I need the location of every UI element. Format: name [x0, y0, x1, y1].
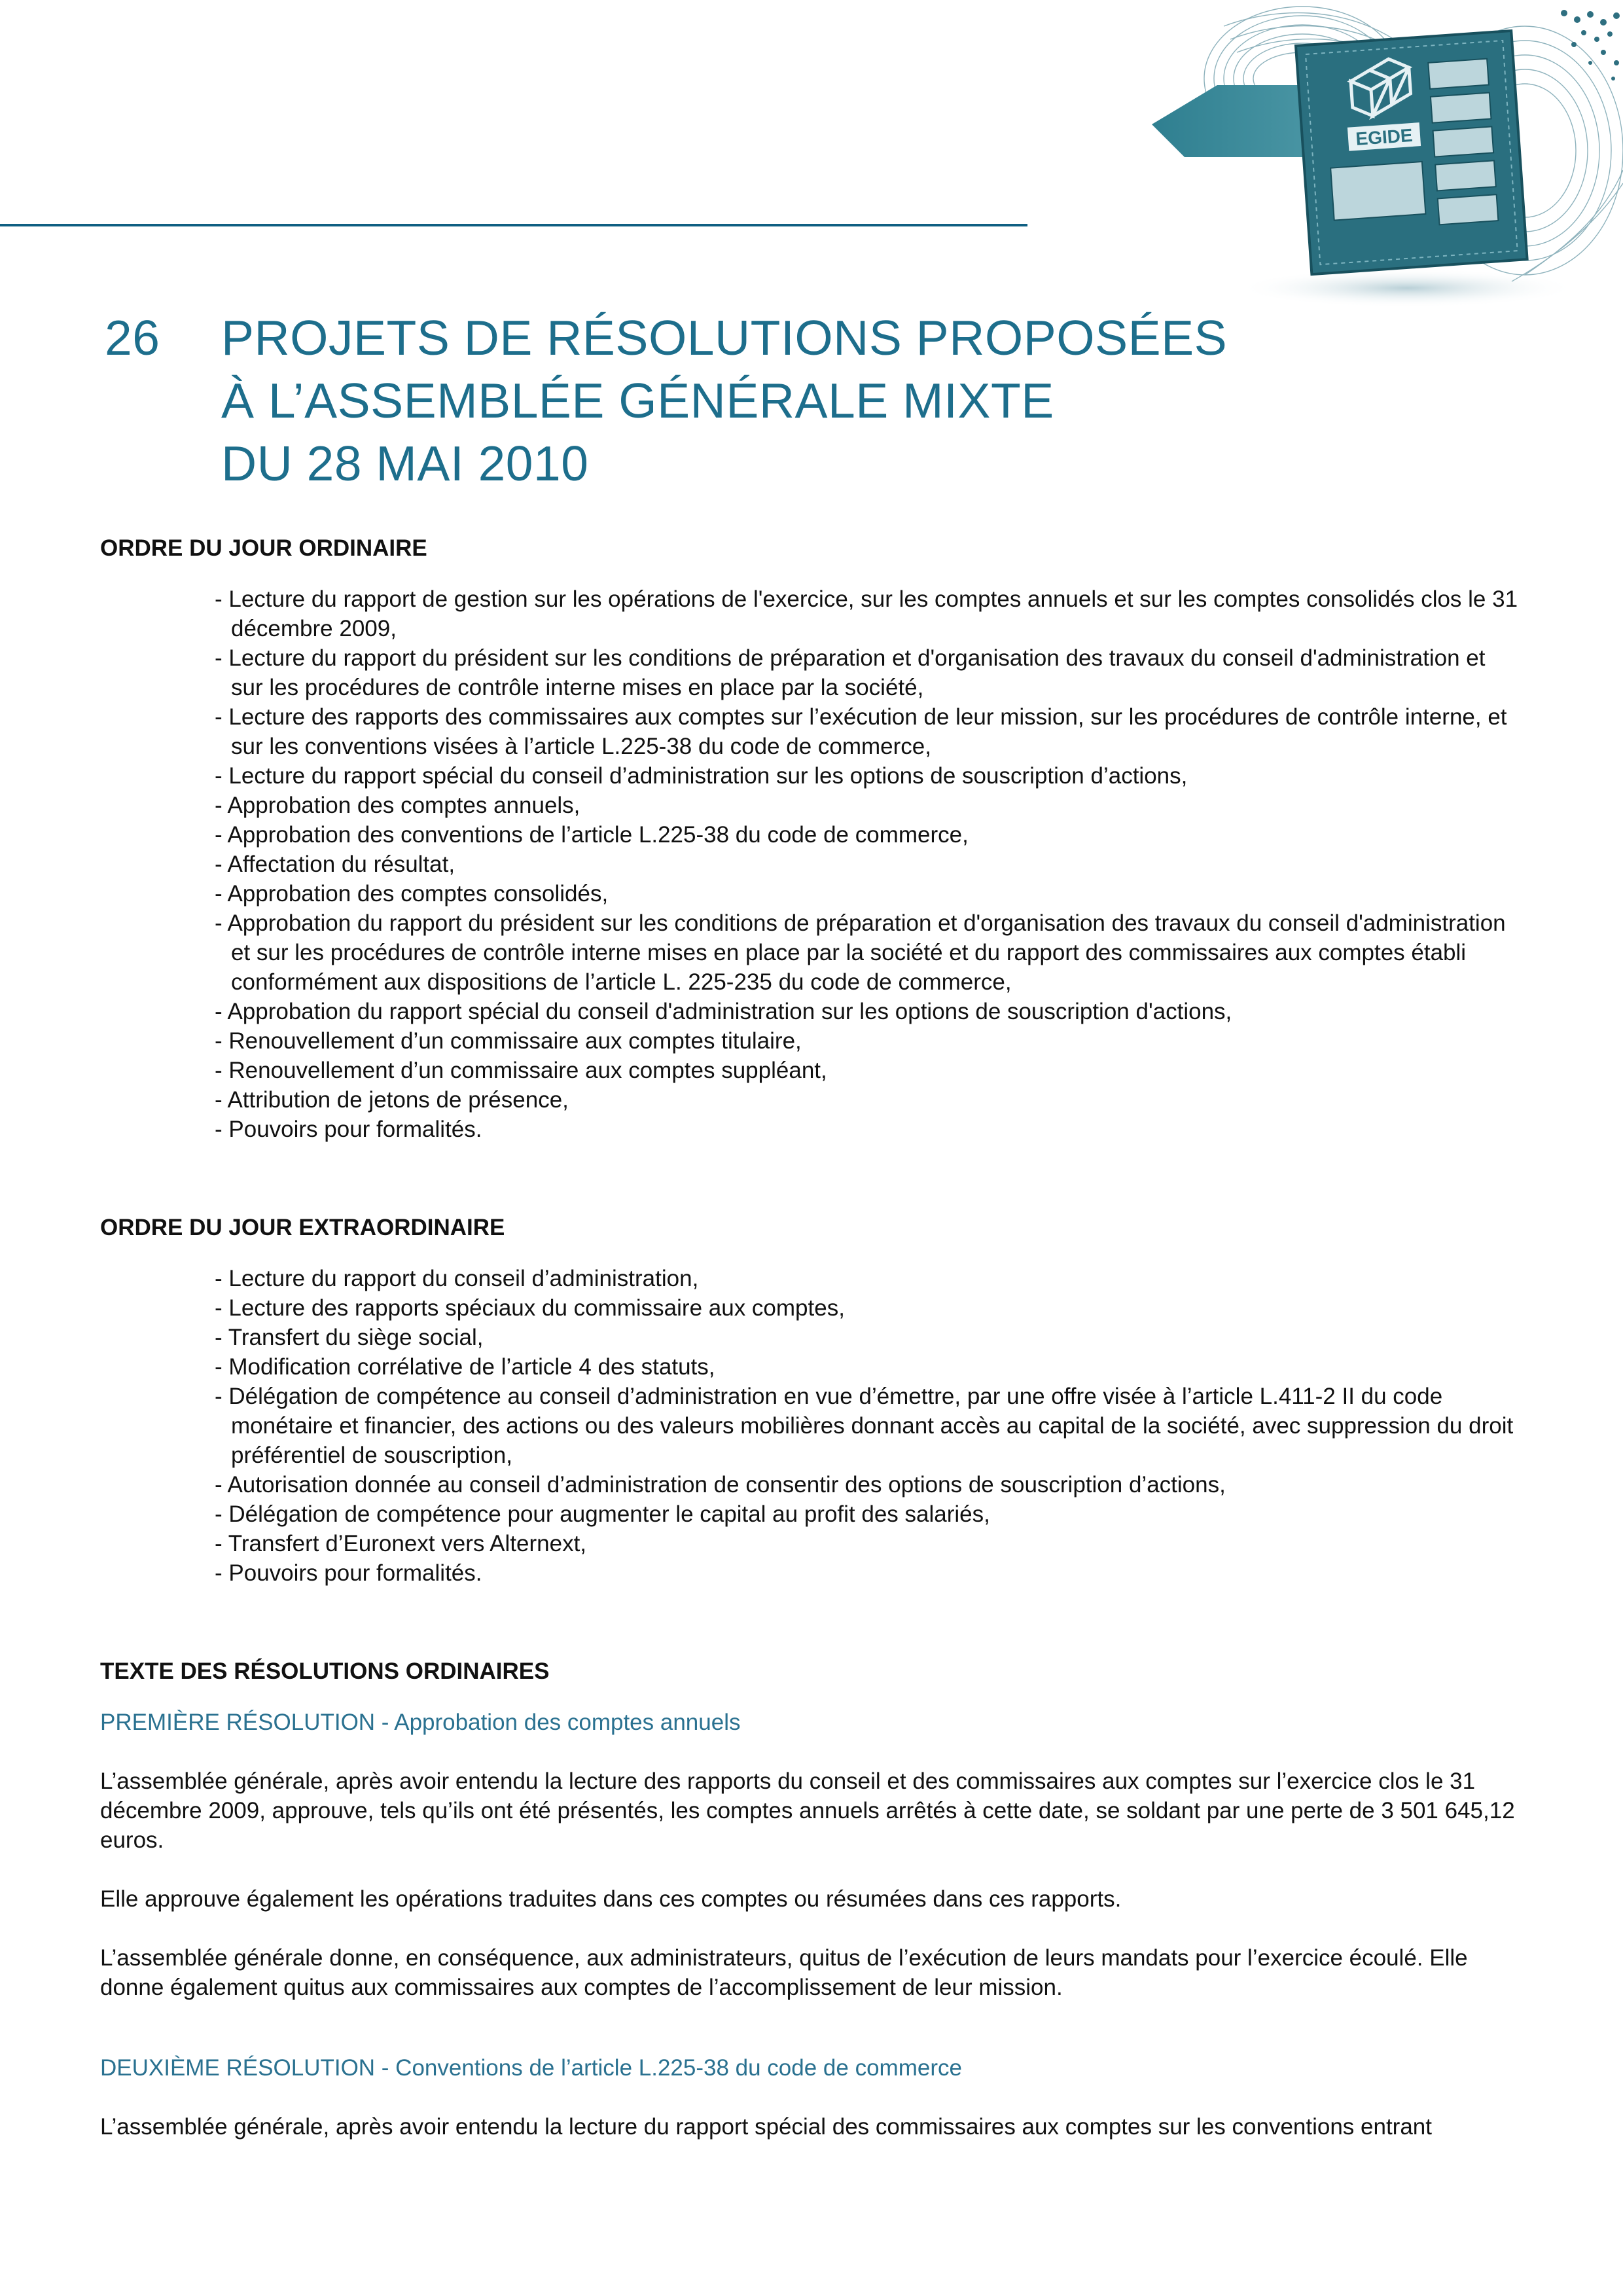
header-rule [0, 224, 1027, 226]
list-item: - Lecture du rapport du conseil d’administration, [215, 1266, 699, 1291]
list-item: - Lecture des rapports spéciaux du commissaire aux comptes, [215, 1295, 845, 1321]
document-body [100, 533, 1520, 2142]
title-line: À L’ASSEMBLÉE GÉNÉRALE MIXTE [221, 373, 1054, 428]
list-item: - Modification corrélative de l’article 4 des statuts, [215, 1354, 715, 1380]
first-resolution-title: PREMIÈRE RÉSOLUTION - Approbation des comptes annuels [100, 1710, 741, 1735]
list-item: - Approbation des comptes annuels, [215, 793, 580, 818]
list-item: - Lecture du rapport du président sur les conditions de préparation et d'organisation des travaux du conseil d'administration et sur les procédures de contrôle interne mises en place par la société, [215, 645, 1486, 700]
list-item: - Affectation du résultat, [215, 852, 455, 877]
list-item: - Lecture du rapport spécial du conseil d’administration sur les options de souscription d’actions, [215, 763, 1188, 789]
list-item: - Délégation de compétence pour augmenter le capital au profit des salariés, [215, 1501, 990, 1527]
svg-text:EGIDE: EGIDE [1355, 124, 1414, 149]
list-item: - Approbation des comptes consolidés, [215, 881, 609, 906]
list-item: - Attribution de jetons de présence, [215, 1087, 569, 1113]
list-item: - Approbation du rapport du président sur les conditions de préparation et d'organisation des travaux du conseil d'administration et sur les procédures de contrôle interne mises en place par la société et du rapport des commissaires aux comptes établi conformément aux dispositions de l’article L. 225-235 du code de commerce, [215, 910, 1506, 995]
resolutions-heading: TEXTE DES RÉSOLUTIONS ORDINAIRES [100, 1659, 550, 1684]
extraordinary-agenda-list [215, 1264, 1520, 1588]
list-item: - Transfert d’Euronext vers Alternext, [215, 1531, 587, 1556]
list-item: - Pouvoirs pour formalités. [215, 1117, 482, 1142]
ordinary-agenda-heading: ORDRE DU JOUR ORDINAIRE [100, 535, 427, 561]
chapter-number: 26 [105, 310, 160, 365]
first-resolution-paragraph: L’assemblée générale donne, en conséquence, aux administrateurs, quitus de l’exécution de leurs mandats pour l’exercice écoulé. Elle donne également quitus aux commissaires aux comptes de l’accomplissement de leur mission. [100, 1945, 1468, 2000]
list-item: - Renouvellement d’un commissaire aux comptes suppléant, [215, 1058, 827, 1083]
list-item: - Lecture du rapport de gestion sur les opérations de l'exercice, sur les comptes annuels et sur les comptes consolidés clos le 31 décembre 2009, [215, 586, 1518, 641]
list-item: - Délégation de compétence au conseil d’administration en vue d’émettre, par une offre visée à l’article L.411-2 II du code monétaire et financier, des actions ou des valeurs mobilières donnant accès au capital de la société, avec suppression du droit préférentiel de souscription, [215, 1384, 1514, 1468]
second-resolution-paragraph: L’assemblée générale, après avoir entendu la lecture du rapport spécial des commissaires aux comptes sur les conventions entrant [100, 2114, 1432, 2140]
first-resolution-paragraph: L’assemblée générale, après avoir entendu la lecture des rapports du conseil et des commissaires aux comptes sur l’exercice clos le 31 décembre 2009, approuve, tels qu’ils ont été présentés, les comptes annuels arrêtés à cette date, se soldant par une perte de 3 501 645,12 euros. [100, 1768, 1515, 1853]
list-item: - Approbation du rapport spécial du conseil d'administration sur les options de souscription d'actions, [215, 999, 1232, 1024]
list-item: - Renouvellement d’un commissaire aux comptes titulaire, [215, 1028, 802, 1054]
title-line: DU 28 MAI 2010 [221, 436, 589, 491]
second-resolution-title: DEUXIÈME RÉSOLUTION - Conventions de l’article L.225-38 du code de commerce [100, 2055, 962, 2081]
egide-header-illustration [1106, 0, 1623, 308]
list-item: - Approbation des conventions de l’article L.225-38 du code de commerce, [215, 822, 969, 848]
extraordinary-agenda-heading: ORDRE DU JOUR EXTRAORDINAIRE [100, 1215, 505, 1240]
list-item: - Pouvoirs pour formalités. [215, 1560, 482, 1586]
page-title [221, 306, 1227, 495]
list-item: - Autorisation donnée au conseil d’administration de consentir des options de souscription d’actions, [215, 1472, 1226, 1498]
title-line: PROJETS DE RÉSOLUTIONS PROPOSÉES [221, 310, 1228, 365]
list-item: - Transfert du siège social, [215, 1325, 484, 1350]
first-resolution-paragraph: Elle approuve également les opérations traduites dans ces comptes ou résumées dans ces rapports. [100, 1886, 1122, 1912]
list-item: - Lecture des rapports des commissaires aux comptes sur l’exécution de leur mission, sur les procédures de contrôle interne, et sur les conventions visées à l’article L.225-38 du code de commerce, [215, 704, 1507, 759]
ordinary-agenda-list [215, 584, 1520, 1144]
